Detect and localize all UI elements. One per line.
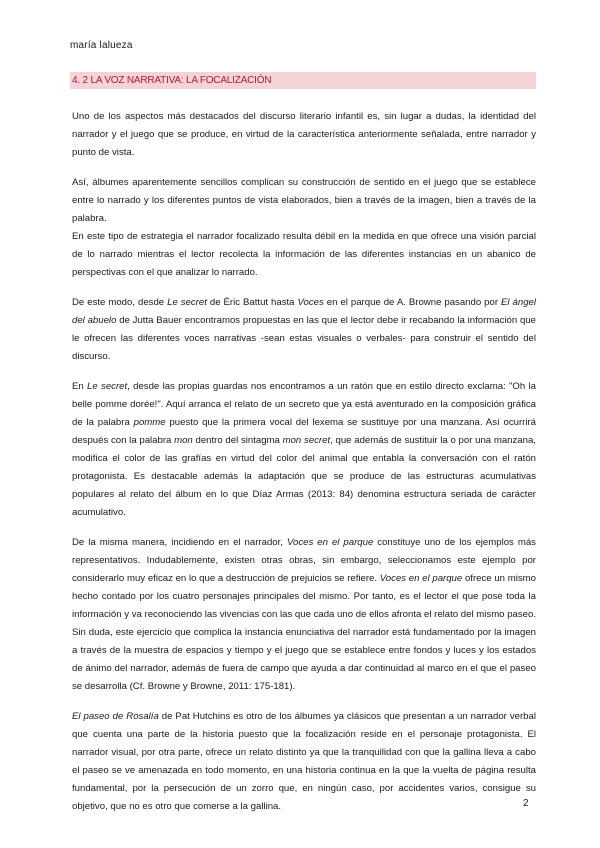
text-run: En — [72, 381, 88, 392]
book-title: Voces en el parque — [379, 573, 463, 584]
text-run: de Jutta Bauer encontramos propuestas en las que el lector debe ir recabando la información que le ofrecen las diferentes voces narrativas -sean estas visuales o verbales- para construir el sentido del discurso. — [72, 315, 536, 362]
book-title: Voces — [297, 297, 324, 308]
book-title: El paseo de Rosalía — [72, 711, 159, 722]
section-heading: 4. 2 LA VOZ NARRATIVA: LA FOCALIZACIÓN — [70, 72, 536, 89]
text-run: , que además de sustituir la o por una manzana, modifica el color de las grafías en virtud del color del animal que entabla la conversación con el ratón protagonista. Es destacable además la adaptación que se produce de las estructuras acumulativas populares al relato del álbum en lo que Díaz Armas (2013: 84) denomina estructura seriada de carácter acumulativo. — [72, 435, 536, 518]
paragraph — [72, 294, 536, 366]
paragraph — [72, 534, 536, 696]
text-run: de Éric Battut hasta — [206, 297, 298, 308]
text-run: ofrece un mismo hecho contado por los cuatro personajes principales del mismo. Por tanto, es el lector el que pose toda la información y va reconociendo las vivencias con las que cada uno de ellos afronta el relato del mismo paseo. Sin duda, este ejercicio que complica la instancia enunciativa del narrador está fundamentado por la imagen a través de la muestra de espacios y tiempo y el juego que se establece entre fondos y luces y los estados de ánimo del narrador, además de fuera de campo que ayuda a dar continuidad al marco en el que el paseo se desarrolla (Cf. Browne y Browne, 2011: 175-181). — [72, 573, 536, 692]
emphasized-word: mon secret — [282, 435, 331, 446]
emphasized-word: mon — [174, 435, 193, 446]
book-title: El ángel del abuelo — [72, 297, 536, 326]
paragraph: En este tipo de estrategia el narrador focalizado resulta débil en la medida en que ofrece una visión parcial de lo narrado mientras el lector recolecta la información de las diferentes instancias en un abanico de perspectivas con el que analizar lo narrado. — [72, 231, 536, 278]
text-run: de Pat Hutchins es otro de los álbumes ya clásicos que presentan a un narrador verbal que cuenta una parte de la historia puesto que la focalización reside en el personaje protagonista. El narrador visual, por otra parte, ofrece un relato distinto ya que la tranquilidad con que la gallina lleva a cabo el paseo se ve amenazada en todo momento, en una historia continua en la que la vuelta de página resulta fundamental, por la persecución de un zorro que, en ningún caso, por accidentes varios, consigue su objetivo, que no es otro que comerse a la gallina. — [72, 711, 536, 812]
paragraph — [72, 708, 536, 816]
text-run: dentro del sintagma — [192, 435, 283, 446]
book-title: Le secret — [87, 381, 128, 392]
emphasized-word: pomme — [133, 417, 166, 428]
document-body — [72, 108, 536, 828]
paragraph — [72, 378, 536, 522]
text-run: puesto que la primera vocal del lexema se sustituye por una manzana. Así ocurrirá después con la palabra — [72, 417, 537, 446]
text-run: en el parque de A. Browne pasando por — [323, 297, 502, 308]
book-title: Le secret — [167, 297, 207, 308]
text-run: De la misma manera, incidiendo en el narrador, — [72, 537, 287, 548]
text-run: De este modo, desde — [72, 297, 168, 308]
page-number: 2 — [523, 798, 529, 809]
paragraph: Uno de los aspectos más destacados del discurso literario infantil es, sin lugar a dudas, la identidad del narrador y el juego que se produce, en virtud de la característica anteriormente señalada, entre narrador y punto de vista. — [72, 111, 536, 158]
paragraph: Así, álbumes aparentemente sencillos complican su construcción de sentido en el juego que se establece entre lo narrado y los diferentes puntos de vista elaborados, bien a través de la imagen, bien a través de la palabra. — [72, 177, 536, 224]
text-run: constituye uno de los ejemplos más representativos. Indudablemente, existen otras obras, sin embargo, seleccionamos este ejemplo por considerarlo muy eficaz en lo que a destrucción de prejuicios se refiere. — [72, 537, 536, 584]
book-title: Voces en el parque — [286, 537, 374, 548]
author-header: maría lalueza — [70, 40, 133, 51]
text-run: , desde las propias guardas nos encontramos a un ratón que en estilo directo exclama: "Oh la belle pomme dorée!". Aquí arranca el relato de un secreto que ya está aventurado en la composición gráfica de la palabra — [72, 381, 536, 428]
